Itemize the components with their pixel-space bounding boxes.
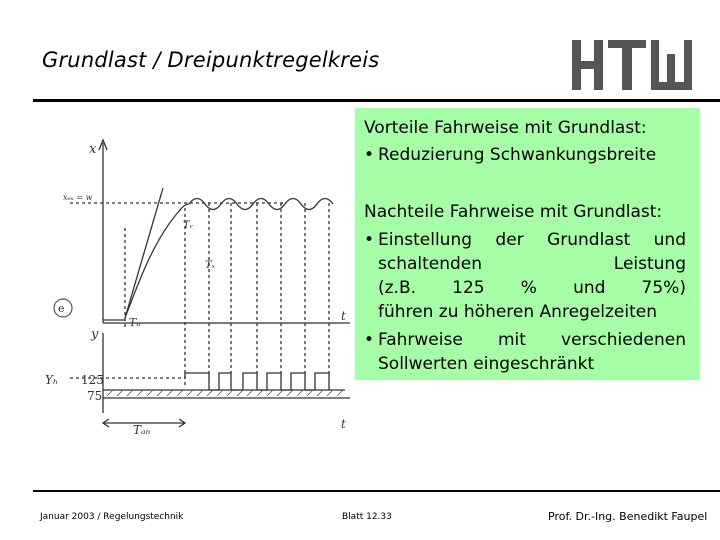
label-tv: Tᵥ [183, 220, 194, 231]
label-x: x [89, 142, 97, 157]
disadvantage-1-line-1: Einstellung der Grundlast und [378, 230, 686, 250]
label-e: e [58, 302, 65, 315]
bullet-icon: • [364, 330, 375, 350]
footer-right: Prof. Dr.-Ing. Benedikt Faupel [548, 510, 708, 523]
disadvantage-1-line-2: schaltenden Leistung [378, 254, 686, 274]
disadvantage-2-line-1: Fahrweise mit verschiedenen [378, 330, 686, 350]
htw-logo [572, 40, 692, 90]
label-75: 75 [87, 389, 103, 403]
advantages-heading: Vorteile Fahrweise mit Grundlast: [364, 118, 647, 138]
advantage-item: • Reduzierung Schwankungsbreite [364, 145, 657, 165]
label-tz: Tₓ [205, 260, 216, 271]
label-y: y [91, 327, 99, 342]
disadvantages-heading: Nachteile Fahrweise mit Grundlast: [364, 202, 663, 222]
disadvantage-1-line-4: führen zu höheren Anregelzeiten [378, 302, 658, 322]
disadvantage-1-line-3: (z.B. 125 % und 75%) [378, 278, 686, 298]
header-rule [33, 99, 720, 102]
label-xsw: xₑᵤ = w [63, 193, 93, 202]
footer-rule [33, 490, 720, 492]
bullet-icon: • [364, 230, 375, 250]
footer-left: Januar 2003 / Regelungstechnik [40, 512, 184, 522]
disadvantage-2-line-2: Sollwerten eingeschränkt [378, 354, 595, 374]
label-tu: Tᵤ [129, 316, 141, 329]
label-t1: t [341, 309, 346, 323]
bullet-icon: • [364, 145, 375, 165]
footer-center: Blatt 12.33 [342, 512, 392, 522]
label-t2: t [341, 417, 346, 431]
step-response-figure [45, 128, 365, 438]
label-tan: Tₐₙ [133, 423, 151, 437]
page-title: Grundlast / Dreipunktregelkreis [42, 48, 380, 72]
label-yh: Yₕ [45, 373, 59, 387]
label-125: 125 [81, 373, 104, 387]
